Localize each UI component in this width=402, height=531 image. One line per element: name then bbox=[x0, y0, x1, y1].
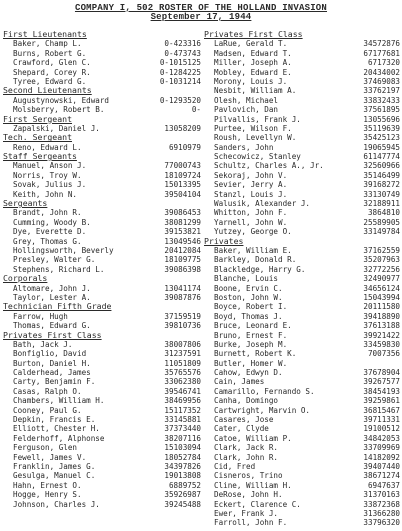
soldier-name: Taylor, Lester A. bbox=[13, 292, 91, 302]
roster-entry bbox=[204, 396, 400, 405]
roster-entry bbox=[204, 39, 400, 48]
soldier-name: Hogge, Henry S. bbox=[13, 490, 82, 500]
roster-entry bbox=[204, 246, 400, 255]
serial-number: 15013395 bbox=[164, 180, 201, 190]
section-heading bbox=[3, 302, 201, 311]
soldier-name: Casas, Ralph O. bbox=[13, 386, 82, 396]
serial-number: 34572876 bbox=[363, 39, 400, 49]
section-heading bbox=[3, 86, 201, 95]
roster-entry bbox=[204, 68, 400, 77]
section-heading bbox=[3, 30, 201, 39]
serial-number: 39153821 bbox=[164, 227, 201, 237]
serial-number: 32490977 bbox=[363, 274, 400, 284]
roster-entry bbox=[204, 105, 400, 114]
serial-number: 37561895 bbox=[363, 105, 400, 115]
serial-number: 19100512 bbox=[363, 424, 400, 434]
serial-number: 37678904 bbox=[363, 368, 400, 378]
roster-entry bbox=[3, 312, 201, 321]
roster-entry bbox=[3, 377, 201, 386]
roster-entry bbox=[204, 349, 400, 358]
roster-entry bbox=[3, 161, 201, 170]
soldier-name: Nesbit, William A. bbox=[214, 86, 297, 96]
roster-entry bbox=[204, 133, 400, 142]
soldier-name: Bruce, Leonard E. bbox=[214, 321, 292, 331]
roster-entry bbox=[204, 340, 400, 349]
serial-number: 0-423316 bbox=[164, 39, 201, 49]
serial-number: 19013808 bbox=[164, 471, 201, 481]
soldier-name: Stephens, Richard L. bbox=[13, 264, 105, 274]
roster-entry bbox=[204, 161, 400, 170]
serial-number: 11051809 bbox=[164, 358, 201, 368]
soldier-name: Schecowicz, Stanley bbox=[214, 152, 301, 162]
roster-entry bbox=[3, 481, 201, 490]
roster-entry bbox=[204, 377, 400, 386]
soldier-name: Cooney, Paul G. bbox=[13, 405, 82, 415]
roster-entry bbox=[3, 340, 201, 349]
soldier-name: Boone, Ervin C. bbox=[214, 283, 283, 293]
serial-number: 31370163 bbox=[363, 490, 400, 500]
soldier-name: Burnett, Robert K. bbox=[214, 349, 297, 359]
roster-entry bbox=[204, 471, 400, 480]
serial-number: 39810736 bbox=[164, 321, 201, 331]
roster-entry bbox=[3, 453, 201, 462]
section-heading-text: First Lieutenants bbox=[3, 29, 87, 39]
soldier-name: Cain, James bbox=[214, 377, 265, 387]
soldier-name: Blanche, Louis bbox=[214, 274, 279, 284]
soldier-name: Molsberry, Robert B. bbox=[13, 105, 105, 115]
soldier-name: Elliott, Chester H. bbox=[13, 424, 100, 434]
serial-number: 34397826 bbox=[164, 461, 201, 471]
soldier-name: Manuel, Anson J. bbox=[13, 161, 87, 171]
roster-entry bbox=[3, 246, 201, 255]
roster-entry bbox=[204, 180, 400, 189]
serial-number: 18052784 bbox=[164, 452, 201, 462]
serial-number: 15103094 bbox=[164, 443, 201, 453]
soldier-name: Cisneros, Trino bbox=[214, 471, 283, 481]
soldier-name: Fewell, James V. bbox=[13, 452, 87, 462]
serial-number: 34842053 bbox=[363, 433, 400, 443]
serial-number: 34656124 bbox=[363, 283, 400, 293]
serial-number: 39921422 bbox=[363, 330, 400, 340]
soldier-name: Brandt, John R. bbox=[13, 208, 82, 218]
roster-entry bbox=[204, 152, 400, 161]
serial-number: 15117352 bbox=[164, 405, 201, 415]
roster-entry bbox=[3, 227, 201, 236]
serial-number: 6947637 bbox=[367, 480, 400, 490]
soldier-name: Cahow, Edwyn D. bbox=[214, 368, 283, 378]
serial-number: 39711331 bbox=[363, 415, 400, 425]
serial-number: 0-1284225 bbox=[159, 67, 201, 77]
soldier-name: Presley, Walter G. bbox=[13, 255, 96, 265]
soldier-name: Bruno, Ernest F. bbox=[214, 330, 288, 340]
serial-number: 37162559 bbox=[363, 245, 400, 255]
serial-number: 0-1031214 bbox=[159, 76, 201, 86]
serial-number: 13049546 bbox=[164, 236, 201, 246]
serial-number: 39267577 bbox=[363, 377, 400, 387]
roster-entry bbox=[204, 406, 400, 415]
soldier-name: Gesulga, Manuel C. bbox=[13, 471, 96, 481]
soldier-name: Barkley, Donald R. bbox=[214, 255, 297, 265]
serial-number: 35926987 bbox=[164, 490, 201, 500]
roster-entry bbox=[3, 237, 201, 246]
serial-number: 6889752 bbox=[168, 480, 201, 490]
soldier-name: Bonfiglio, David bbox=[13, 349, 87, 359]
section-heading bbox=[3, 331, 201, 340]
section-heading-text: Privates bbox=[204, 235, 244, 246]
serial-number: 39418890 bbox=[363, 311, 400, 321]
serial-number: 18109775 bbox=[164, 255, 201, 265]
roster-entry bbox=[204, 387, 400, 396]
soldier-name: Shepard, Corey R. bbox=[13, 67, 91, 77]
soldier-name: Cumming, Woody B. bbox=[13, 217, 91, 227]
serial-number: 13055696 bbox=[363, 114, 400, 124]
serial-number: 32772256 bbox=[363, 264, 400, 274]
soldier-name: Yutzey, George O. bbox=[214, 227, 292, 237]
serial-number: 37469083 bbox=[363, 76, 400, 86]
serial-number: 35425123 bbox=[363, 133, 400, 143]
soldier-name: Burton, Daniel H. bbox=[13, 358, 91, 368]
soldier-name: Yarnell, John W. bbox=[214, 217, 288, 227]
serial-number: 13058209 bbox=[164, 123, 201, 133]
soldier-name: Schultz, Charles A., Jr. bbox=[214, 161, 324, 171]
roster-entry bbox=[204, 218, 400, 227]
roster-entry bbox=[3, 490, 201, 499]
soldier-name: Farrow, Hugh bbox=[13, 311, 68, 321]
soldier-name: Felderhoff, Alphonse bbox=[13, 433, 105, 443]
soldier-name: Clark, John R. bbox=[214, 452, 279, 462]
serial-number: 20412084 bbox=[164, 245, 201, 255]
roster-entry bbox=[204, 293, 400, 302]
serial-number: 35207963 bbox=[363, 255, 400, 265]
soldier-name: Ferguson, Glen bbox=[13, 443, 78, 453]
serial-number: 0-473743 bbox=[164, 48, 201, 58]
roster-entry bbox=[204, 58, 400, 67]
soldier-name: Burns, Robert G. bbox=[13, 48, 87, 58]
soldier-name: Johnson, Charles J. bbox=[13, 499, 100, 509]
roster-entry bbox=[3, 96, 201, 105]
soldier-name: Cline, William H. bbox=[214, 480, 292, 490]
soldier-name: Calderhead, James bbox=[13, 368, 91, 378]
soldier-name: Keith, John N. bbox=[13, 189, 78, 199]
roster-entry bbox=[204, 321, 400, 330]
roster-entry bbox=[204, 190, 400, 199]
serial-number: 0- bbox=[191, 105, 201, 115]
roster-entry bbox=[204, 434, 400, 443]
roster-entry bbox=[3, 180, 201, 189]
soldier-name: Blackledge, Harry G. bbox=[214, 264, 306, 274]
roster-entry bbox=[204, 199, 400, 208]
roster-entry bbox=[204, 284, 400, 293]
roster-entry bbox=[204, 274, 400, 283]
roster-entry bbox=[3, 396, 201, 405]
soldier-name: Boyce, Robert I. bbox=[214, 302, 288, 312]
serial-number: 38469956 bbox=[164, 396, 201, 406]
soldier-name: Crawford, Glen C. bbox=[13, 58, 91, 68]
serial-number: 33762197 bbox=[363, 86, 400, 96]
section-heading bbox=[3, 115, 201, 124]
left-roster-column bbox=[3, 30, 201, 509]
soldier-name: Sanders, John bbox=[214, 142, 274, 152]
soldier-name: Boyd, Thomas J. bbox=[214, 311, 283, 321]
serial-number: 3864810 bbox=[367, 208, 400, 218]
roster-entry bbox=[3, 255, 201, 264]
section-heading bbox=[3, 152, 201, 161]
roster-entry bbox=[204, 509, 400, 518]
serial-number: 39086398 bbox=[164, 264, 201, 274]
section-heading-text: Privates First Class bbox=[204, 29, 303, 39]
section-heading-text: Tech. Sergeant bbox=[3, 132, 73, 143]
serial-number: 6910979 bbox=[168, 142, 201, 152]
section-heading-text: Sergeants bbox=[3, 198, 48, 209]
serial-number: 33796320 bbox=[363, 518, 400, 528]
soldier-name: Norris, Troy W. bbox=[13, 170, 82, 180]
serial-number: 35765576 bbox=[164, 368, 201, 378]
serial-number: 38007806 bbox=[164, 339, 201, 349]
section-heading-text: Staff Sergeants bbox=[3, 151, 77, 162]
roster-entry bbox=[204, 462, 400, 471]
roster-entry bbox=[3, 49, 201, 58]
soldier-name: Sovak, Julius J. bbox=[13, 180, 87, 190]
roster-entry bbox=[3, 462, 201, 471]
roster-entry bbox=[204, 518, 400, 527]
serial-number: 33149784 bbox=[363, 227, 400, 237]
section-heading bbox=[3, 274, 201, 283]
soldier-name: Baker, William E. bbox=[214, 245, 292, 255]
serial-number: 38671274 bbox=[363, 471, 400, 481]
section-heading bbox=[3, 133, 201, 142]
serial-number: 38454193 bbox=[363, 386, 400, 396]
serial-number: 35146499 bbox=[363, 170, 400, 180]
soldier-name: Roush, Levellyn W. bbox=[214, 133, 297, 143]
serial-number: 39504104 bbox=[164, 189, 201, 199]
serial-number: 32188911 bbox=[363, 199, 400, 209]
serial-number: 25589905 bbox=[363, 217, 400, 227]
soldier-name: Canha, Domingo bbox=[214, 396, 279, 406]
soldier-name: Cid, Fred bbox=[214, 461, 256, 471]
soldier-name: Miller, Joseph A. bbox=[214, 58, 292, 68]
soldier-name: Cartwright, Marvin O. bbox=[214, 405, 311, 415]
soldier-name: Cater, Clyde bbox=[214, 424, 269, 434]
roster-entry bbox=[204, 500, 400, 509]
section-heading bbox=[3, 199, 201, 208]
serial-number: 7007356 bbox=[367, 349, 400, 359]
soldier-name: Pilvallis, Frank J. bbox=[214, 114, 301, 124]
roster-entry bbox=[3, 434, 201, 443]
roster-entry bbox=[204, 302, 400, 311]
roster-entry bbox=[3, 387, 201, 396]
serial-number: 0-1015125 bbox=[159, 58, 201, 68]
soldier-name: Catoe, William P. bbox=[214, 433, 292, 443]
serial-number: 33832433 bbox=[363, 95, 400, 105]
roster-entry bbox=[3, 218, 201, 227]
serial-number: 18109724 bbox=[164, 170, 201, 180]
section-heading-text: Second Lieutenants bbox=[3, 85, 92, 96]
roster-entry bbox=[204, 208, 400, 217]
soldier-name: Dye, Everette D. bbox=[13, 227, 87, 237]
serial-number: 77000743 bbox=[164, 161, 201, 171]
serial-number: 37159519 bbox=[164, 311, 201, 321]
serial-number: 13041174 bbox=[164, 283, 201, 293]
section-heading-text: Technician Fifth Grade bbox=[3, 301, 112, 312]
soldier-name: Franklin, James G. bbox=[13, 461, 96, 471]
soldier-name: Purtee, Wilson F. bbox=[214, 123, 292, 133]
serial-number: 6717320 bbox=[367, 58, 400, 68]
soldier-name: Depkin, Francis E. bbox=[13, 415, 96, 425]
soldier-name: Reno, Edward L. bbox=[13, 142, 82, 152]
soldier-name: Zapalski, Daniel J. bbox=[13, 123, 100, 133]
roster-entry bbox=[204, 115, 400, 124]
serial-number: 15043994 bbox=[363, 292, 400, 302]
roster-entry bbox=[204, 49, 400, 58]
soldier-name: Augustynowski, Edward bbox=[13, 95, 110, 105]
section-heading-text: Privates First Class bbox=[3, 329, 102, 340]
roster-entry bbox=[204, 481, 400, 490]
serial-number: 39259861 bbox=[363, 396, 400, 406]
soldier-name: Morony, Louis J. bbox=[214, 76, 288, 86]
serial-number: 33459830 bbox=[363, 339, 400, 349]
roster-entry bbox=[204, 265, 400, 274]
roster-entry bbox=[204, 143, 400, 152]
roster-entry bbox=[204, 96, 400, 105]
section-heading-text: Corporals bbox=[3, 273, 48, 284]
serial-number: 32560966 bbox=[363, 161, 400, 171]
serial-number: 33130749 bbox=[363, 189, 400, 199]
roster-entry bbox=[3, 349, 201, 358]
serial-number: 33062380 bbox=[164, 377, 201, 387]
soldier-name: Stanzl, Louis J. bbox=[214, 189, 288, 199]
roster-entry bbox=[204, 415, 400, 424]
roster-entry bbox=[3, 284, 201, 293]
serial-number: 61147774 bbox=[363, 152, 400, 162]
serial-number: 39087876 bbox=[164, 292, 201, 302]
serial-number: 35119639 bbox=[363, 123, 400, 133]
roster-entry bbox=[204, 171, 400, 180]
section-heading bbox=[204, 30, 400, 39]
soldier-name: Farroll, John F. bbox=[214, 518, 288, 528]
soldier-name: DeRose, John H. bbox=[214, 490, 283, 500]
serial-number: 14182092 bbox=[363, 452, 400, 462]
soldier-name: Pavlovich, Dan bbox=[214, 105, 279, 115]
roster-entry bbox=[204, 86, 400, 95]
soldier-name: Camarillo, Fernando S. bbox=[214, 386, 315, 396]
roster-entry bbox=[3, 368, 201, 377]
roster-entry bbox=[3, 424, 201, 433]
roster-entry bbox=[204, 490, 400, 499]
serial-number: 39407440 bbox=[363, 461, 400, 471]
section-heading bbox=[204, 237, 400, 246]
roster-entry bbox=[204, 453, 400, 462]
soldier-name: Hollingsworth, Beverly bbox=[13, 245, 114, 255]
soldier-name: Walusik, Alexander J. bbox=[214, 199, 311, 209]
roster-entry bbox=[204, 312, 400, 321]
serial-number: 31237591 bbox=[164, 349, 201, 359]
roster-entry bbox=[3, 208, 201, 217]
serial-number: 38207116 bbox=[164, 433, 201, 443]
roster-title: COMPANY I, 502 ROSTER OF THE HOLLAND INVASION bbox=[74, 3, 328, 13]
soldier-name: Boston, John W. bbox=[214, 292, 283, 302]
serial-number: 37613188 bbox=[363, 321, 400, 331]
soldier-name: Thomas, Edward G. bbox=[13, 321, 91, 331]
serial-number: 39546741 bbox=[164, 386, 201, 396]
serial-number: 33872368 bbox=[363, 499, 400, 509]
roster-entry bbox=[3, 415, 201, 424]
roster-entry bbox=[3, 58, 201, 67]
soldier-name: Eckert, Clarence C. bbox=[214, 499, 301, 509]
soldier-name: Hahn, Ernest O. bbox=[13, 480, 82, 490]
soldier-name: Clark, Jack R. bbox=[214, 443, 279, 453]
roster-entry bbox=[204, 331, 400, 340]
roster-entry bbox=[3, 171, 201, 180]
roster-entry bbox=[204, 368, 400, 377]
soldier-name: Carty, Benjamin F. bbox=[13, 377, 96, 387]
roster-entry bbox=[204, 255, 400, 264]
soldier-name: Madsen, Edward T. bbox=[214, 48, 292, 58]
serial-number: 31366280 bbox=[363, 508, 400, 518]
soldier-name: Butler, Homer W. bbox=[214, 358, 288, 368]
roster-entry bbox=[3, 471, 201, 480]
serial-number: 36815467 bbox=[363, 405, 400, 415]
soldier-name: Ewer, Frank J. bbox=[214, 508, 279, 518]
soldier-name: Olesh, Michael bbox=[214, 95, 279, 105]
roster-entry bbox=[3, 443, 201, 452]
soldier-name: LaRue, Gerald T. bbox=[214, 39, 288, 49]
soldier-name: Baker, Champ L. bbox=[13, 39, 82, 49]
soldier-name: Mobley, Edward E. bbox=[214, 67, 292, 77]
soldier-name: Burke, Joseph M. bbox=[214, 339, 288, 349]
serial-number: 20434002 bbox=[363, 67, 400, 77]
roster-entry bbox=[204, 359, 400, 368]
serial-number: 37373440 bbox=[164, 424, 201, 434]
serial-number: 38081299 bbox=[164, 217, 201, 227]
soldier-name: Sekoraj, John V. bbox=[214, 170, 288, 180]
soldier-name: Tyree, Edward G. bbox=[13, 76, 87, 86]
roster-entry bbox=[3, 406, 201, 415]
soldier-name: Bath, Jack J. bbox=[13, 339, 73, 349]
soldier-name: Chambers, William H. bbox=[13, 396, 105, 406]
serial-number: 67177681 bbox=[363, 48, 400, 58]
serial-number: 33709969 bbox=[363, 443, 400, 453]
right-roster-column bbox=[204, 30, 400, 528]
section-heading-text: First Sergeant bbox=[3, 113, 73, 124]
soldier-name: Sevier, Jerry A. bbox=[214, 180, 288, 190]
roster-entry bbox=[204, 124, 400, 133]
roster-entry bbox=[3, 68, 201, 77]
soldier-name: Casares, Jose bbox=[214, 415, 274, 425]
serial-number: 39086453 bbox=[164, 208, 201, 218]
roster-entry bbox=[204, 443, 400, 452]
roster-entry bbox=[204, 424, 400, 433]
soldier-name: Whitton, John F. bbox=[214, 208, 288, 218]
serial-number: 20111580 bbox=[363, 302, 400, 312]
serial-number: 19065945 bbox=[363, 142, 400, 152]
roster-entry bbox=[3, 359, 201, 368]
serial-number: 39245488 bbox=[164, 499, 201, 509]
roster-entry bbox=[204, 77, 400, 86]
soldier-name: Grey, Thomas G. bbox=[13, 236, 82, 246]
soldier-name: Altomare, John J. bbox=[13, 283, 91, 293]
serial-number: 39168272 bbox=[363, 180, 400, 190]
roster-entry bbox=[3, 39, 201, 48]
roster-date: September 17, 1944 bbox=[150, 12, 252, 22]
roster-entry bbox=[3, 500, 201, 509]
serial-number: 0-1293520 bbox=[159, 95, 201, 105]
serial-number: 33145881 bbox=[164, 415, 201, 425]
